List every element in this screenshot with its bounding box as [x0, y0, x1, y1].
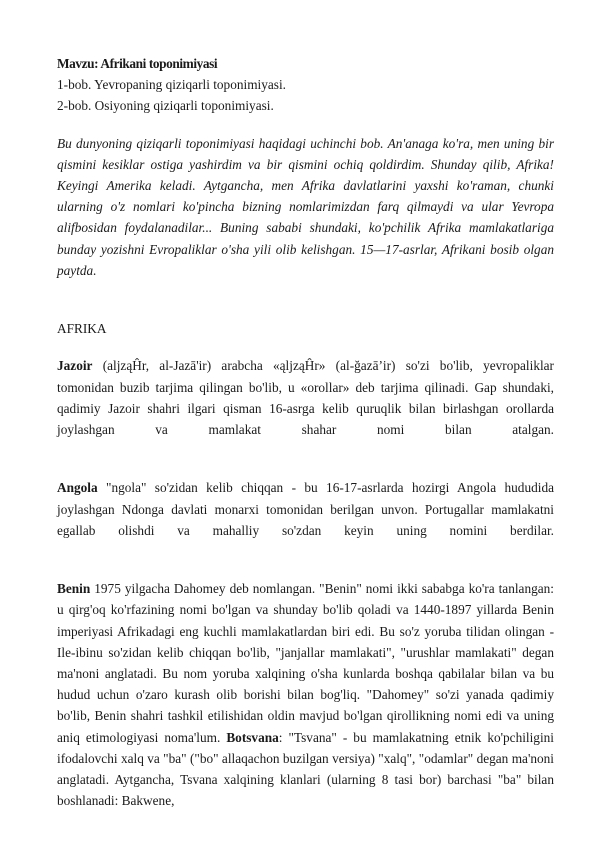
entry-text: 1975 yilgacha Dahomey deb nomlangan. "Benin" nomi ikki sababga ko'ra tanlangan: u qirg'oq ko'rfazining nomi bo'lgan va shunday bo'lib qoladi va 1440-1897 yillarda Benin imperiyasi Afrikadagi eng kuchli mamlakatlardan biri edi. Bu so'z yoruba tilidan olingan - Ile-ibinu so'zidan kelib chiqqan bo'lib, "janjallar mamlakati", "urushlar mamlakati" degan ma'noni anglatadi. Bu nom yoruba xalqining o'sha kunlarda boshqa qabilalar bilan va bu hudud uchun o'zaro kurash olib borishi bilan bog'liq. "Dahomey" so'zi yanada qadimiy bo'lib, Benin shahri tashkil etilishidan oldin mavjud bo'lgan qirollikning nomi edi va uning aniq etimologiyasi noma'lum.: [57, 581, 554, 745]
outline-item-1: 1-bob. Yevropaning qiziqarli toponimiyasi.: [57, 77, 286, 93]
entry-term: Botsvana: [226, 729, 279, 745]
document-title: Mavzu: Afrikani toponimiyasi: [57, 56, 218, 71]
entry-term: Benin: [57, 581, 91, 597]
intro-paragraph: Bu dunyoning qiziqarli toponimiyasi haqidagi uchinchi bob. An'anaga ko'ra, men uning bir qismini kesiklar ostiga yashirdim va bir qismini ochiq qoldirdim. Shunday qilib, Afrika! Keyingi Amerika keladi. Aytgancha, men Afrika davlatlarini yaxshi ko'raman, chunki ularning o'z nomlari ko'pincha bizning nomlarimizdan farq qilmaydi va ular Yevropa alifbosidan foydalanadilar... Buning sababi shundaki, ko'pchilik Afrika mamlakatlariga bunday yozishni Evropaliklar o'sha yili olib kelishgan. 15—17-asrlar, Afrikani bosib olgan paytda.: [57, 135, 554, 278]
section-heading: AFRIKA: [57, 321, 107, 337]
entry-benin: [57, 578, 554, 811]
entry-angola: [57, 477, 554, 562]
entry-term: Jazoir: [57, 358, 93, 374]
entry-text: : "Tsvana" - bu mamlakatning etnik ko'pchiligini ifodalovchi xalq va "ba" ("bo" allaqachon buzilgan versiya) "xalq", "odamlar" degan ma'noni anglatadi. Aytgancha, Tsvana xalqining klanlari (ularning 8 tasi bor) barchasi "ba" bilan boshlanadi: Bakwene,: [57, 729, 554, 809]
entry-text: "ngola" so'zidan kelib chiqqan - bu 16-17-asrlarda hozirgi Angola hududida joylashgan Ndonga davlati monarxi tomonidan berilgan unvon. Portugallar mamlakatni egallab olishdi va mahalliy so'zdan keyin uning nomini berdilar.: [57, 480, 554, 538]
entry-term: Angola: [57, 480, 98, 496]
document-page: [57, 53, 554, 812]
entry-text: (aljząĤr, al-Jazā'ir) arabcha «ąljząĤr» (al-ğazā’ir) so'zi bo'lib, yevropaliklar tomonidan buzib tarjima qilingan bo'lib, u «orollar» deb tarjima qilinadi. Gap shundaki, qadimiy Jazoir shahri ilgari qisman 16-asrga kelib quruqlik bilan birlashgan orollarda joylashgan va mamlakat shahar nomi bilan atalgan.: [57, 358, 554, 438]
entry-jazoir: [57, 355, 554, 461]
outline-item-2: 2-bob. Osiyoning qiziqarli toponimiyasi.: [57, 98, 274, 114]
